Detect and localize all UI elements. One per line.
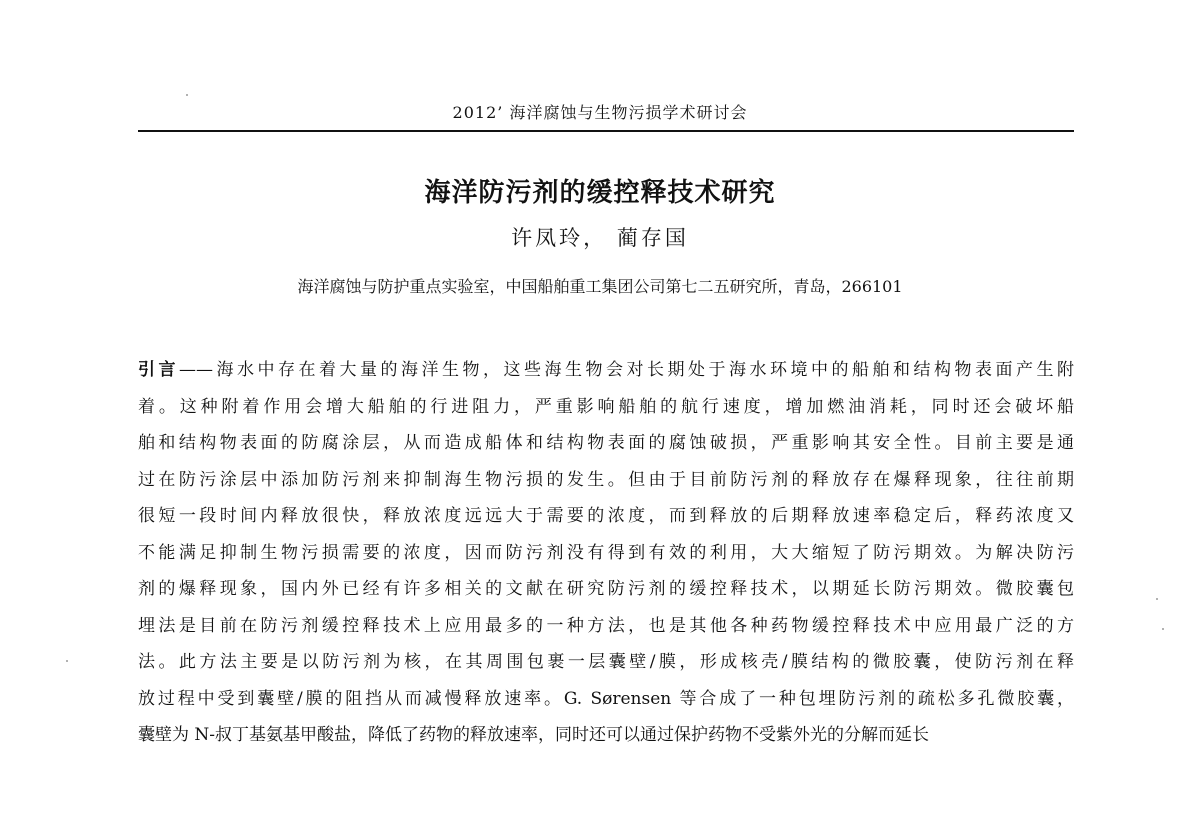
body-line: 埋法是目前在防污剂缓控释技术上应用最多的一种方法，也是其他各种药物缓控释技术中应用最广泛的方 [138, 615, 1074, 636]
scan-speck [1162, 628, 1164, 630]
lead-label: 引言 [138, 360, 179, 380]
paper-title: 海洋防污剂的缓控释技术研究 [424, 178, 776, 208]
body-line: 不能满足抑制生物污损需要的浓度，因而防污剂没有得到有效的利用，大大缩短了防污期效。为解决防污 [138, 542, 1074, 563]
paper-affiliation: 海洋腐蚀与防护重点实验室，中国船舶重工集团公司第七二五研究所，青岛，266101 [297, 277, 903, 296]
paper-authors: 许凤玲， 蔺存国 [511, 226, 689, 250]
body-line: 过在防污涂层中添加防污剂来抑制海生物污损的发生。但由于目前防污剂的释放存在爆释现象，往往前期 [138, 469, 1074, 490]
body-line: 舶和结构物表面的防腐涂层，从而造成船体和结构物表面的腐蚀破损，严重影响其安全性。目前主要是通 [138, 433, 1074, 453]
scan-speck [186, 94, 188, 96]
body-line: 很短一段时间内释放很快，释放浓度远远大于需要的浓度，而到释放的后期释放速率稳定后，释药浓度又 [138, 506, 1074, 526]
scan-speck [1156, 598, 1158, 600]
body-line: 囊壁为 N-叔丁基氨基甲酸盐，降低了药物的释放速率，同时还可以通过保护药物不受紫外光的分解而延长 [138, 725, 930, 745]
body-line: 着。这种附着作用会增大船舶的行进阻力，严重影响船舶的航行速度，增加燃油消耗，同时还会破坏船 [138, 396, 1074, 417]
scan-speck [66, 660, 68, 662]
body-line: 剂的爆释现象，国内外已经有许多相关的文献在研究防污剂的缓控释技术，以期延长防污期效。微胶囊包 [138, 579, 1074, 599]
body-line-text: ——海水中存在着大量的海洋生物，这些海生物会对长期处于海水环境中的船舶和结构物表面产生附 [179, 360, 1074, 380]
running-header: 2012’ 海洋腐蚀与生物污损学术研讨会 [452, 103, 748, 122]
body-paragraph [138, 352, 1074, 754]
body-line: 放过程中受到囊壁/膜的阻挡从而减慢释放速率。G. Sørensen 等合成了一种包埋防污剂的疏松多孔微胶囊， [138, 688, 1074, 709]
body-line [138, 352, 1074, 389]
body-line: 法。此方法主要是以防污剂为核，在其周围包裹一层囊壁/膜，形成核壳/膜结构的微胶囊，使防污剂在释 [138, 652, 1074, 672]
header-rule [138, 130, 1074, 132]
